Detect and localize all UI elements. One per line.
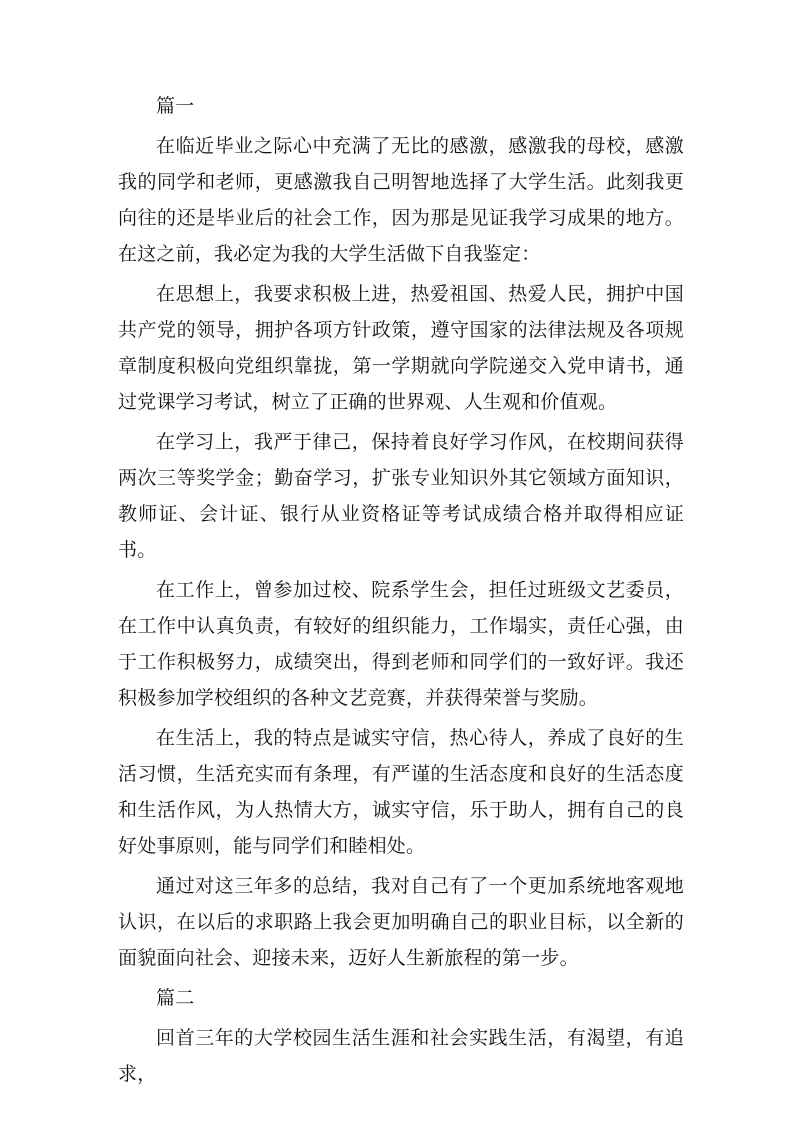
paragraph: 在学习上，我严于律己，保持着良好学习作风，在校期间获得两次三等奖学金；勤奋学习，扩张专业知识外其它领域方面知识，教师证、会计证、银行从业资格证等考试成绩合格并取得相应证书。 <box>118 431 684 561</box>
paragraph: 在生活上，我的特点是诚实守信，热心待人，养成了良好的生活习惯，生活充实而有条理，有严谨的生活态度和良好的生活态度和生活作风，为人热情大方，诚实守信，乐于助人，拥有自己的良好处事原则，能与同学们和睦相处。 <box>118 727 684 857</box>
section-title: 篇一 <box>156 95 195 117</box>
paragraph: 在思想上，我要求积极上进，热爱祖国、热爱人民，拥护中国共产党的领导，拥护各项方针政策，遵守国家的法律法规及各项规章制度积极向党组织靠拢，第一学期就向学院递交入党申请书，通过党课学习考试，树立了正确的世界观、人生观和价值观。 <box>118 283 684 413</box>
section-title: 篇二 <box>156 987 195 1009</box>
paragraph: 回首三年的大学校园生活生涯和社会实践生活，有渴望，有追求， <box>118 1027 684 1085</box>
paragraph: 在工作上，曾参加过校、院系学生会，担任过班级文艺委员，在工作中认真负责，有较好的组织能力，工作塌实，责任心强，由于工作积极努力，成绩突出，得到老师和同学们的一致好评。我还积极参加学校组织的各种文艺竞赛，并获得荣誉与奖励。 <box>118 579 684 709</box>
document-body <box>118 88 684 1096</box>
paragraph: 通过对这三年多的总结，我对自己有了一个更加系统地客观地认识，在以后的求职路上我会更加明确自己的职业目标，以全新的面貌面向社会、迎接未来，迈好人生新旅程的第一步。 <box>118 875 684 969</box>
paragraph: 在临近毕业之际心中充满了无比的感激，感激我的母校，感激我的同学和老师，更感激我自己明智地选择了大学生活。此刻我更向往的还是毕业后的社会工作，因为那是见证我学习成果的地方。在这之前，我必定为我的大学生活做下自我鉴定： <box>118 135 684 265</box>
